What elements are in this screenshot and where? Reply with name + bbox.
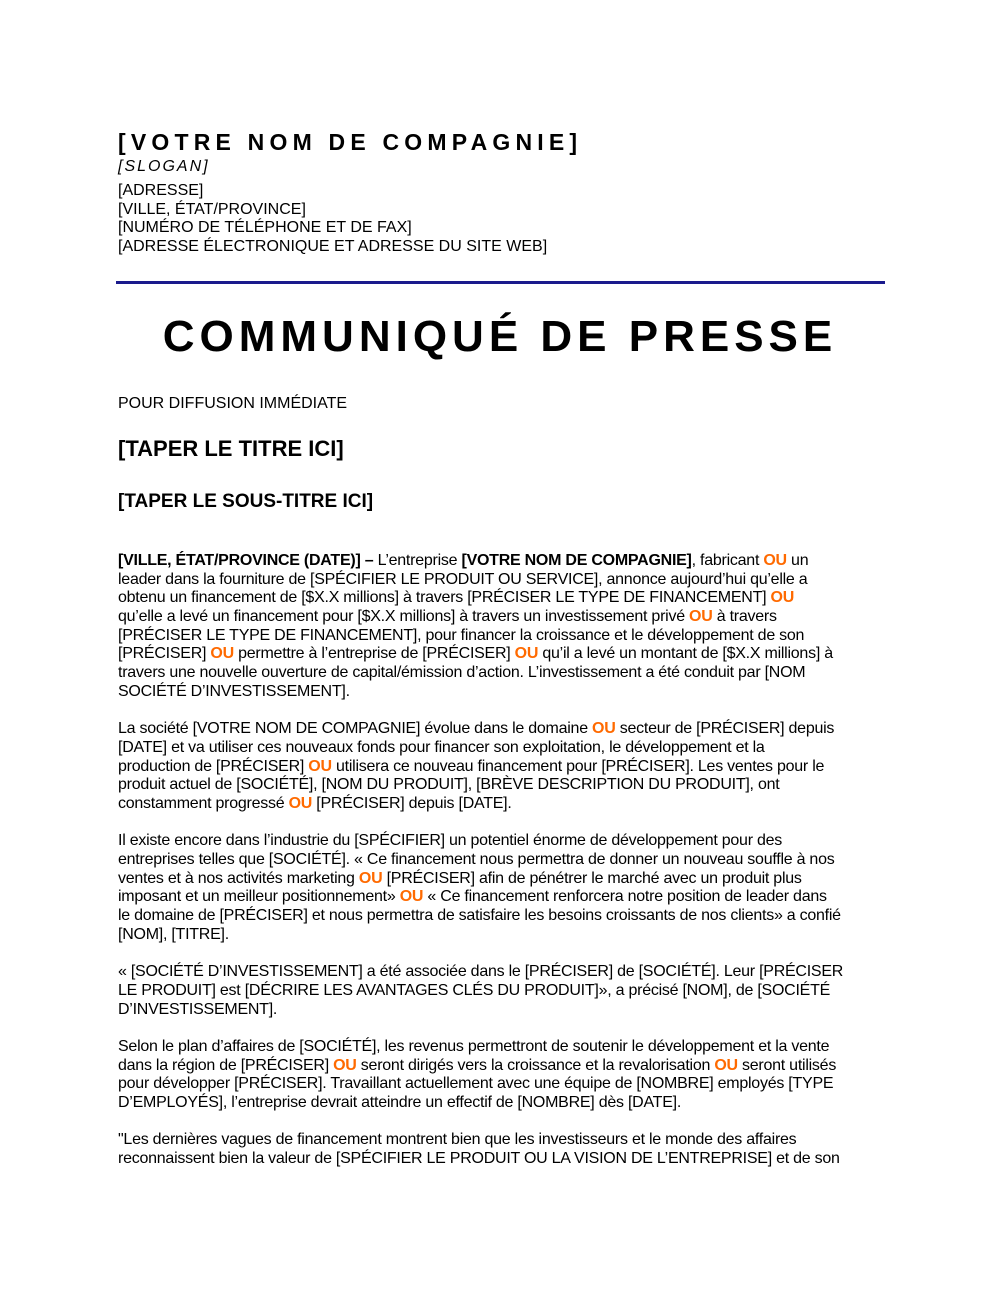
paragraph — [118, 832, 843, 944]
bold-text: [VOTRE NOM DE COMPAGNIE] — [461, 552, 692, 569]
text: le domaine de [PRÉCISER] et nous permettra de satisfaire les besoins croissants de nos clients» a confié — [118, 907, 841, 925]
text: qu’elle a levé un financement pour [$X.X millions] à travers un investissement privé — [118, 608, 690, 626]
text-line — [118, 1131, 843, 1150]
paragraph — [118, 552, 843, 702]
release-notice: POUR DIFFUSION IMMÉDIATE — [118, 395, 348, 412]
text-line — [118, 795, 843, 814]
text-line — [118, 758, 843, 777]
text-line — [118, 552, 843, 571]
text: seront dirigés vers la croissance et la revalorisation — [356, 1056, 715, 1074]
text-line — [118, 683, 843, 702]
text-line — [118, 907, 843, 926]
text-line — [118, 1001, 843, 1020]
text: permettre à l’entreprise de [PRÉCISER] — [233, 645, 515, 663]
address-line: [ADRESSE] — [118, 182, 204, 199]
text: [PRÉCISER] afin de pénétrer le marché avec un produit plus — [382, 869, 802, 887]
text-line — [118, 1075, 843, 1094]
text-line — [118, 1094, 843, 1113]
headline: [TAPER LE TITRE ICI] — [118, 436, 344, 461]
text: constamment progressé — [118, 794, 289, 812]
text: utilisera ce nouveau financement pour [PRÉCISER]. Les ventes pour le — [331, 757, 825, 775]
paragraph — [118, 1131, 843, 1168]
text-line — [118, 589, 843, 608]
ou-alternative: OU — [592, 720, 616, 738]
text: production de [PRÉCISER] — [118, 757, 309, 775]
paragraph — [118, 1038, 843, 1113]
text: qu’il a levé un montant de [$X.X millions] à — [538, 645, 833, 663]
ou-alternative: OU — [288, 794, 313, 812]
text: D’INVESTISSEMENT]. — [118, 1000, 278, 1018]
ou-alternative: OU — [308, 757, 332, 775]
email-web-line: [ADRESSE ÉLECTRONIQUE ET ADRESSE DU SITE WEB] — [118, 238, 548, 256]
ou-alternative: OU — [714, 1056, 738, 1074]
header-divider — [116, 281, 885, 284]
text-line — [118, 926, 843, 945]
text: Selon le plan d’affaires de [SOCIÉTÉ], les revenus permettront de soutenir le développement et la vente — [118, 1037, 830, 1055]
address-block — [118, 182, 547, 257]
text: imposant et un meilleur positionnement» — [118, 888, 400, 906]
text-line — [118, 963, 843, 982]
text-line — [118, 888, 843, 907]
text-line — [118, 982, 843, 1001]
text: travers une nouvelle ouverture de capital/émission d’action. L’investissement a été conduit par [NOM — [118, 664, 806, 682]
text-line — [118, 1038, 843, 1057]
text: L’entreprise — [377, 552, 462, 569]
text: La société [VOTRE NOM DE COMPAGNIE] évolue dans le domaine — [118, 720, 593, 738]
slogan: [SLOGAN] — [118, 158, 210, 175]
text: SOCIÉTÉ D’INVESTISSEMENT]. — [118, 682, 350, 700]
text: reconnaissent bien la valeur de [SPÉCIFIER LE PRODUIT OU LA VISION DE L’ENTREPRISE] et de son — [118, 1150, 840, 1167]
company-name: [VOTRE NOM DE COMPAGNIE] — [118, 129, 583, 155]
text-line — [118, 720, 843, 739]
text: leader dans la fourniture de [SPÉCIFIER LE PRODUIT OU SERVICE], annonce aujourd’hui qu’elle a — [118, 570, 808, 588]
body-text — [118, 552, 843, 1187]
text: Il existe encore dans l’industrie du [SPÉCIFIER] un potentiel énorme de développement pour des — [118, 832, 783, 850]
text: , fabricant — [691, 552, 764, 569]
ou-alternative: OU — [763, 552, 787, 569]
ou-alternative: OU — [210, 645, 234, 663]
text-line — [118, 664, 843, 683]
ou-alternative: OU — [333, 1056, 357, 1074]
text: [PRÉCISER LE TYPE DE FINANCEMENT], pour financer la croissance et le développement de son — [118, 626, 805, 644]
text: [DATE] et va utiliser ces nouveaux fonds pour financer son exploitation, le développement et la — [118, 738, 765, 756]
ou-alternative: OU — [770, 589, 794, 607]
subheadline: [TAPER LE SOUS-TITRE ICI] — [118, 491, 374, 512]
text: « Ce financement renforcera notre position de leader dans — [423, 888, 827, 906]
text: produit actuel de [SOCIÉTÉ], [NOM DU PRODUIT], [BRÈVE DESCRIPTION DU PRODUIT], ont — [118, 776, 780, 794]
text: obtenu un financement de [$X.X millions] à travers [PRÉCISER LE TYPE DE FINANCEMENT] — [118, 589, 771, 607]
ou-alternative: OU — [399, 888, 424, 906]
ou-alternative: OU — [514, 645, 539, 663]
text-line — [118, 870, 843, 889]
text: un — [786, 552, 809, 569]
city-line: [VILLE, ÉTAT/PROVINCE] — [118, 200, 306, 218]
text: ventes et à nos activités marketing — [118, 869, 359, 887]
ou-alternative: OU — [689, 608, 713, 626]
text: secteur de [PRÉCISER] depuis — [615, 720, 835, 738]
text-line — [118, 832, 843, 851]
text: dans la région de [PRÉCISER] — [118, 1056, 334, 1074]
text-line — [118, 739, 843, 758]
text-line — [118, 1150, 843, 1169]
document-title: COMMUNIQUÉ DE PRESSE — [162, 312, 838, 361]
text: seront utilisés — [737, 1056, 837, 1074]
text-line — [118, 851, 843, 870]
text: « [SOCIÉTÉ D’INVESTISSEMENT] a été associée dans le [PRÉCISER] de [SOCIÉTÉ]. Leur [PRÉCISER — [118, 963, 844, 981]
text: "Les dernières vagues de financement montrent bien que les investisseurs et le monde des affaires — [118, 1131, 797, 1149]
paragraph — [118, 963, 843, 1019]
phone-fax-line: [NUMÉRO DE TÉLÉPHONE ET DE FAX] — [118, 219, 412, 237]
text: [PRÉCISER] — [118, 645, 211, 663]
text-line — [118, 608, 843, 627]
text: D’EMPLOYÉS], l’entreprise devrait atteindre un effectif de [NOMBRE] dès [DATE]. — [118, 1093, 682, 1111]
text-line — [118, 1057, 843, 1076]
bold-text: [VILLE, ÉTAT/PROVINCE (DATE)] – — [118, 552, 378, 569]
text: [NOM], [TITRE]. — [118, 925, 229, 943]
paragraph — [118, 720, 843, 813]
text: LE PRODUIT] est [DÉCRIRE LES AVANTAGES CLÉS DU PRODUIT]», a précisé [NOM], de [SOCIÉTÉ — [118, 981, 831, 999]
text: à travers — [712, 608, 777, 626]
text: pour développer [PRÉCISER]. Travaillant actuellement avec une équipe de [NOMBRE] employés [TYPE — [118, 1075, 834, 1093]
text-line — [118, 571, 843, 590]
text: [PRÉCISER] depuis [DATE]. — [312, 794, 512, 812]
text-line — [118, 645, 843, 664]
text-line — [118, 776, 843, 795]
text: entreprises telles que [SOCIÉTÉ]. « Ce financement nous permettra de donner un nouveau souffle à nos — [118, 851, 835, 868]
text-line — [118, 627, 843, 646]
ou-alternative: OU — [358, 869, 383, 887]
